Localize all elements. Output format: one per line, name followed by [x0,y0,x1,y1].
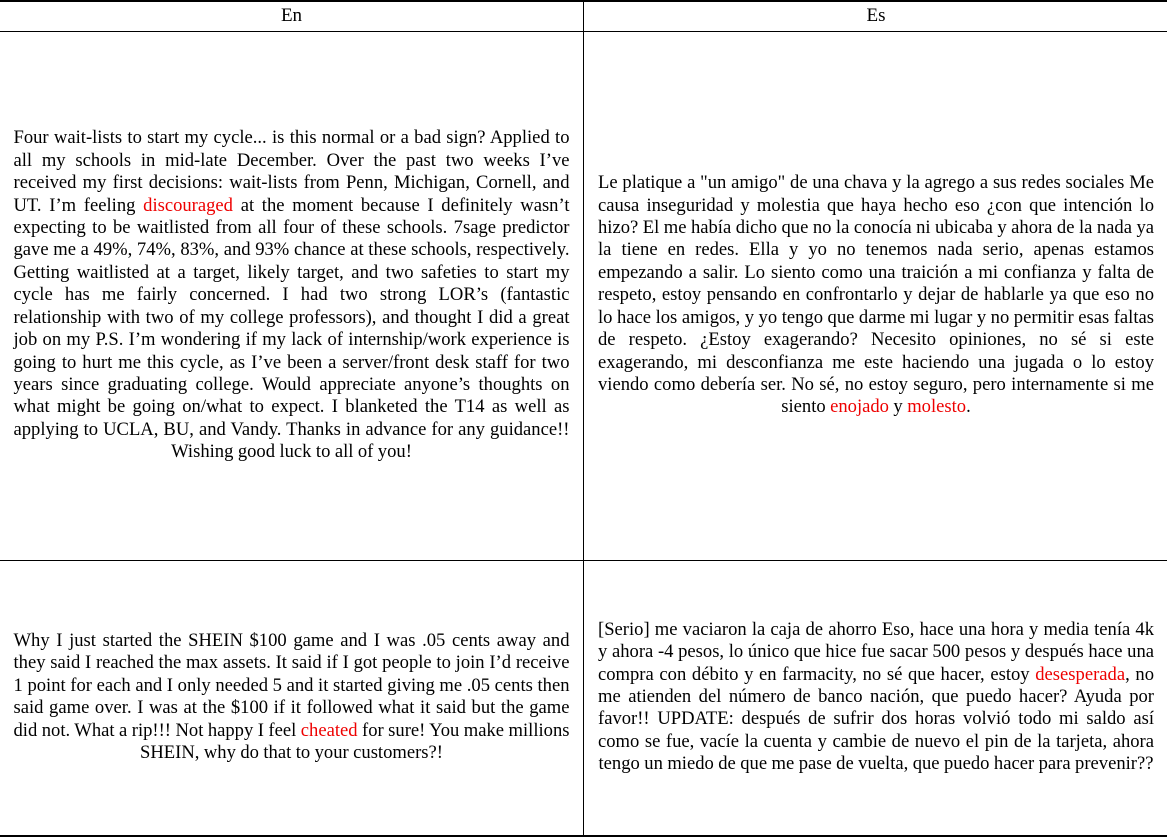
column-header-es: Es [584,1,1167,32]
table-row [0,561,1167,836]
table-header-row [0,1,1167,32]
cell-en-1 [0,32,584,561]
example-text-es: Le platique a "un amigo" de una chava y la agrego a sus redes sociales Me causa inseguridad y molestia que haya hecho eso ¿con que intención lo hizo? El me había dicho que no la conocía ni ubicaba y ahora de la nada ya la tiene en redes. Ella y yo no tenemos nada serio, apenas estamos empezando a salir. Lo siento como una traición a mi confianza y falta de respeto, estoy pensando en confrontarlo y dejar de hablarle ya que eso no lo hace los amigos, y yo tengo que darme mi lugar y no permitir esas faltas de respeto. ¿Estoy exagerando? Necesito opiniones, no sé si este exagerando, mi desconfianza me este haciendo una jugada o lo estoy viendo como debería ser. No sé, no estoy seguro, pero internamente si me siento enojado y molesto. [598,172,1154,418]
cell-en-2 [0,561,584,836]
cell-es-1 [584,32,1167,561]
emotion-word: cheated [301,720,358,741]
example-text-es: [Serio] me vaciaron la caja de ahorro Eso, hace una hora y media tenía 4k y ahora -4 pesos, lo único que hice fue sacar 500 pesos y después hace una compra con débito y en farmacity, no sé que hacer, estoy desesperada, no me atienden del número de banco nación, que puedo hacer? Ayuda por favor!! UPDATE: después de sufrir dos horas volvió todo mi saldo así como se fue, vacíe la cuenta y cambie de nuevo el pin de la tarjeta, ahora tengo un miedo de que me pase de vuelta, que puedo hacer para prevenir?? [598,619,1154,776]
example-text-en: Four wait-lists to start my cycle... is this normal or a bad sign? Applied to all my schools in mid-late December. Over the past two weeks I’ve received my first decisions: wait-lists from Penn, Michigan, Cornell, and UT. I’m feeling discouraged at the moment because I definitely wasn’t expecting to be waitlisted from all four of these schools. 7sage predictor gave me a 49%, 74%, 83%, and 93% chance at these schools, respectively. Getting waitlisted at a target, likely target, and two safeties to start my cycle has me fairly concerned. I had two strong LOR’s (fantastic relationship with two of my college professors), and thought I did a great job on my P.S. I’m wondering if my lack of internship/work experience is going to hurt me this cycle, as I’ve been a server/front desk staff for two years since graduating college. Would appreciate anyone’s thoughts on what might be going on/what to expect. I blanketed the T14 as well as applying to UCLA, BU, and Vandy. Thanks in advance for any guidance!! Wishing good luck to all of you! [14,127,570,463]
table-row [0,32,1167,561]
cell-es-2 [584,561,1167,836]
table-header [0,1,1167,32]
emotion-word: desesperada [1035,664,1125,685]
table-body [0,32,1167,836]
emotion-word: enojado [830,396,889,417]
example-text-en: Why I just started the SHEIN $100 game and I was .05 cents away and they said I reached the max assets. It said if I got people to join I’d receive 1 point for each and I only needed 5 and it started giving me .05 cents then said game over. I was at the $100 if it followed what it said but the game did not. What a rip!!! Not happy I feel cheated for sure! You make millions SHEIN, why do that to your customers?! [14,630,570,764]
column-header-en: En [0,1,584,32]
emotion-word: molesto [907,396,966,417]
emotion-word: discouraged [143,195,233,216]
